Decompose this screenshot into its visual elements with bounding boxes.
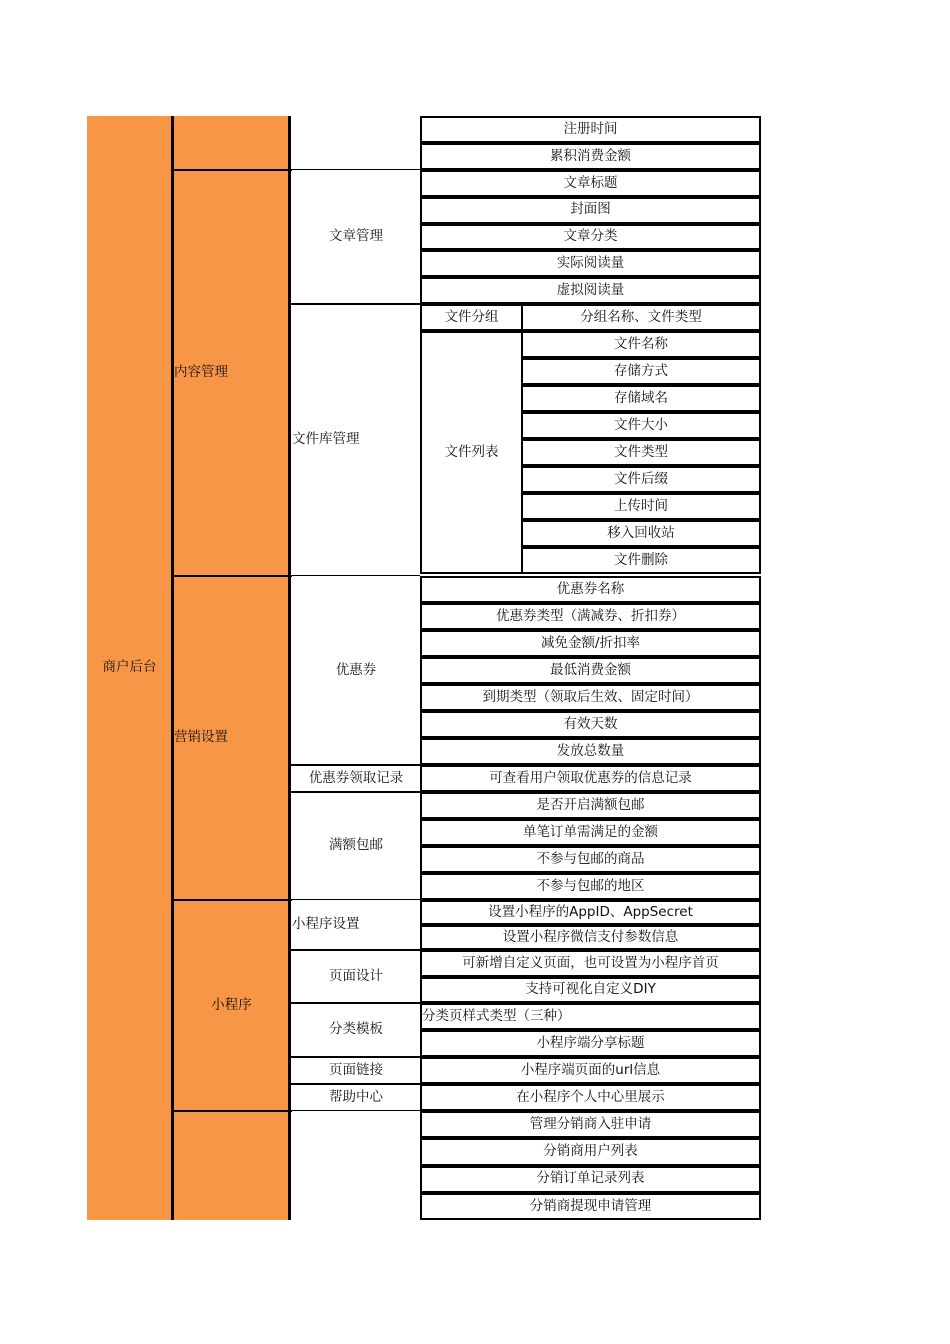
leaf-item-label: 文件后缀 xyxy=(614,470,668,487)
leaf-item-label: 文件删除 xyxy=(614,551,668,568)
leaf-item-label: 文章标题 xyxy=(563,174,618,191)
leaf-item-label: 分销商提现申请管理 xyxy=(529,1197,652,1214)
leaf-item xyxy=(420,1166,761,1193)
group-cell-label: 分类模板 xyxy=(329,1021,383,1038)
group-cell xyxy=(292,170,420,304)
leaf-item xyxy=(420,765,761,792)
group-cell-label: 帮助中心 xyxy=(329,1088,383,1105)
group-cell xyxy=(292,116,420,170)
column-border xyxy=(171,116,174,1220)
leaf-item xyxy=(420,1193,761,1220)
leaf-item-label: 分销商用户列表 xyxy=(543,1143,638,1160)
section-cell xyxy=(174,576,289,900)
leaf-item-label: 小程序端分享标题 xyxy=(536,1034,645,1051)
group-cell-label: 优惠券 xyxy=(335,661,377,678)
leaf-item xyxy=(420,846,761,873)
leaf-item xyxy=(420,603,761,630)
leaf-item xyxy=(420,1003,761,1030)
leaf-item xyxy=(420,1057,761,1084)
leaf-item xyxy=(420,873,761,900)
leaf-item-label: 文件名称 xyxy=(614,335,668,352)
leaf-item-label: 分组名称、文件类型 xyxy=(580,308,702,325)
group-cell-label: 页面设计 xyxy=(329,967,383,984)
leaf-item xyxy=(521,385,761,412)
leaf-item xyxy=(420,143,761,170)
leaf-item xyxy=(420,977,761,1004)
leaf-item xyxy=(420,224,761,251)
leaf-item-label: 减免金额/折扣率 xyxy=(540,634,641,651)
leaf-item-label: 移入回收站 xyxy=(607,524,675,541)
leaf-item-label: 在小程序个人中心里展示 xyxy=(516,1088,665,1105)
group-cell xyxy=(292,576,420,765)
leaf-item-label: 存储域名 xyxy=(614,389,668,406)
leaf-item-label: 实际阅读量 xyxy=(556,255,625,272)
group-cell xyxy=(292,792,420,900)
leaf-item-label: 文章分类 xyxy=(563,228,618,245)
leaf-item xyxy=(521,493,761,520)
group-cell-label: 优惠券领取记录 xyxy=(308,769,404,786)
leaf-item-label: 可查看用户领取优惠券的信息记录 xyxy=(489,769,692,786)
group-divider xyxy=(289,1083,420,1085)
group-cell xyxy=(292,765,420,792)
leaf-item-label: 设置小程序微信支付参数信息 xyxy=(502,928,679,945)
section-cell-label: 小程序 xyxy=(211,996,252,1013)
leaf-item xyxy=(420,657,761,684)
leaf-item xyxy=(420,925,761,950)
leaf-item xyxy=(420,576,761,603)
section-cell xyxy=(174,900,289,1111)
subgroup-cell-label: 文件分组 xyxy=(444,308,499,325)
leaf-item xyxy=(420,792,761,819)
group-cell-label: 满额包邮 xyxy=(329,837,383,854)
leaf-item-label: 封面图 xyxy=(570,201,611,218)
group-divider xyxy=(289,949,420,951)
subgroup-cell xyxy=(420,331,523,574)
section-cell-label: 内容管理 xyxy=(174,364,228,381)
leaf-item xyxy=(521,439,761,466)
group-cell-label: 小程序设置 xyxy=(292,916,360,933)
root-cell xyxy=(87,116,172,1220)
group-divider xyxy=(289,1002,420,1004)
group-cell xyxy=(292,1003,420,1057)
leaf-item-label: 不参与包邮的地区 xyxy=(536,877,645,894)
group-cell xyxy=(292,1084,420,1111)
leaf-item xyxy=(420,630,761,657)
leaf-item xyxy=(420,950,761,977)
leaf-item xyxy=(521,520,761,547)
leaf-item-label: 发放总数量 xyxy=(556,742,625,759)
leaf-item xyxy=(521,412,761,439)
leaf-item-label: 注册时间 xyxy=(563,120,618,137)
leaf-item xyxy=(420,684,761,711)
leaf-item-label: 支持可视化自定义DIY xyxy=(525,981,656,997)
leaf-item-label: 不参与包邮的商品 xyxy=(536,850,645,867)
group-cell xyxy=(292,1111,420,1220)
leaf-item xyxy=(521,331,761,358)
section-cell-label: 营销设置 xyxy=(174,729,228,746)
leaf-item-label: 管理分销商入驻申请 xyxy=(529,1115,652,1132)
group-divider xyxy=(289,1056,420,1058)
leaf-item-label: 上传时间 xyxy=(614,497,668,514)
group-cell-label: 文章管理 xyxy=(329,228,383,245)
subgroup-cell xyxy=(420,304,523,331)
leaf-item-label: 文件大小 xyxy=(614,416,668,433)
leaf-item xyxy=(521,466,761,493)
group-cell xyxy=(292,900,420,950)
leaf-item xyxy=(420,1111,761,1138)
group-divider xyxy=(289,303,420,305)
leaf-item xyxy=(420,819,761,846)
leaf-item xyxy=(521,304,761,331)
group-divider xyxy=(289,764,420,766)
leaf-item-label: 虚拟阅读量 xyxy=(556,281,625,298)
group-cell xyxy=(292,304,420,576)
leaf-item-label: 可新增自定义页面，也可设置为小程序首页 xyxy=(462,954,719,971)
leaf-item-label: 存储方式 xyxy=(614,362,668,379)
leaf-item-label: 文件类型 xyxy=(614,443,668,460)
leaf-item xyxy=(420,1030,761,1057)
leaf-item-label: 分销订单记录列表 xyxy=(536,1170,645,1187)
leaf-item xyxy=(420,116,761,143)
root-cell-label: 商户后台 xyxy=(102,659,157,676)
leaf-item xyxy=(420,1138,761,1165)
leaf-item xyxy=(420,711,761,738)
section-cell xyxy=(174,170,289,576)
leaf-item-label: 分类页样式类型（三种） xyxy=(422,1007,571,1024)
section-cell xyxy=(174,1111,289,1220)
leaf-item-label: 最低消费金额 xyxy=(550,661,631,678)
leaf-item-label: 设置小程序的AppID、AppSecret xyxy=(488,903,693,920)
group-cell xyxy=(292,1057,420,1084)
leaf-item-label: 优惠券名称 xyxy=(556,580,625,597)
leaf-item xyxy=(420,900,761,925)
leaf-item-label: 到期类型（领取后生效、固定时间） xyxy=(482,688,699,705)
leaf-item xyxy=(420,738,761,765)
leaf-item xyxy=(420,250,761,277)
group-divider xyxy=(289,791,420,793)
column-border xyxy=(288,116,291,1220)
group-cell-label: 文件库管理 xyxy=(292,431,360,448)
group-cell-label: 页面链接 xyxy=(329,1061,383,1078)
leaf-item-label: 小程序端页面的url信息 xyxy=(520,1061,661,1078)
leaf-item-label: 有效天数 xyxy=(563,715,618,732)
leaf-item xyxy=(521,547,761,574)
leaf-item xyxy=(420,170,761,197)
leaf-item xyxy=(521,358,761,385)
leaf-item xyxy=(420,197,761,224)
subgroup-cell-label: 文件列表 xyxy=(444,443,499,460)
leaf-item-label: 是否开启满额包邮 xyxy=(536,796,645,813)
section-cell xyxy=(174,116,289,170)
leaf-item-label: 累积消费金额 xyxy=(550,147,631,164)
group-cell xyxy=(292,950,420,1003)
leaf-item-label: 单笔订单需满足的金额 xyxy=(523,823,658,840)
leaf-item xyxy=(420,1084,761,1111)
leaf-item-label: 优惠券类型（满减券、折扣券） xyxy=(496,607,685,624)
leaf-item xyxy=(420,277,761,304)
